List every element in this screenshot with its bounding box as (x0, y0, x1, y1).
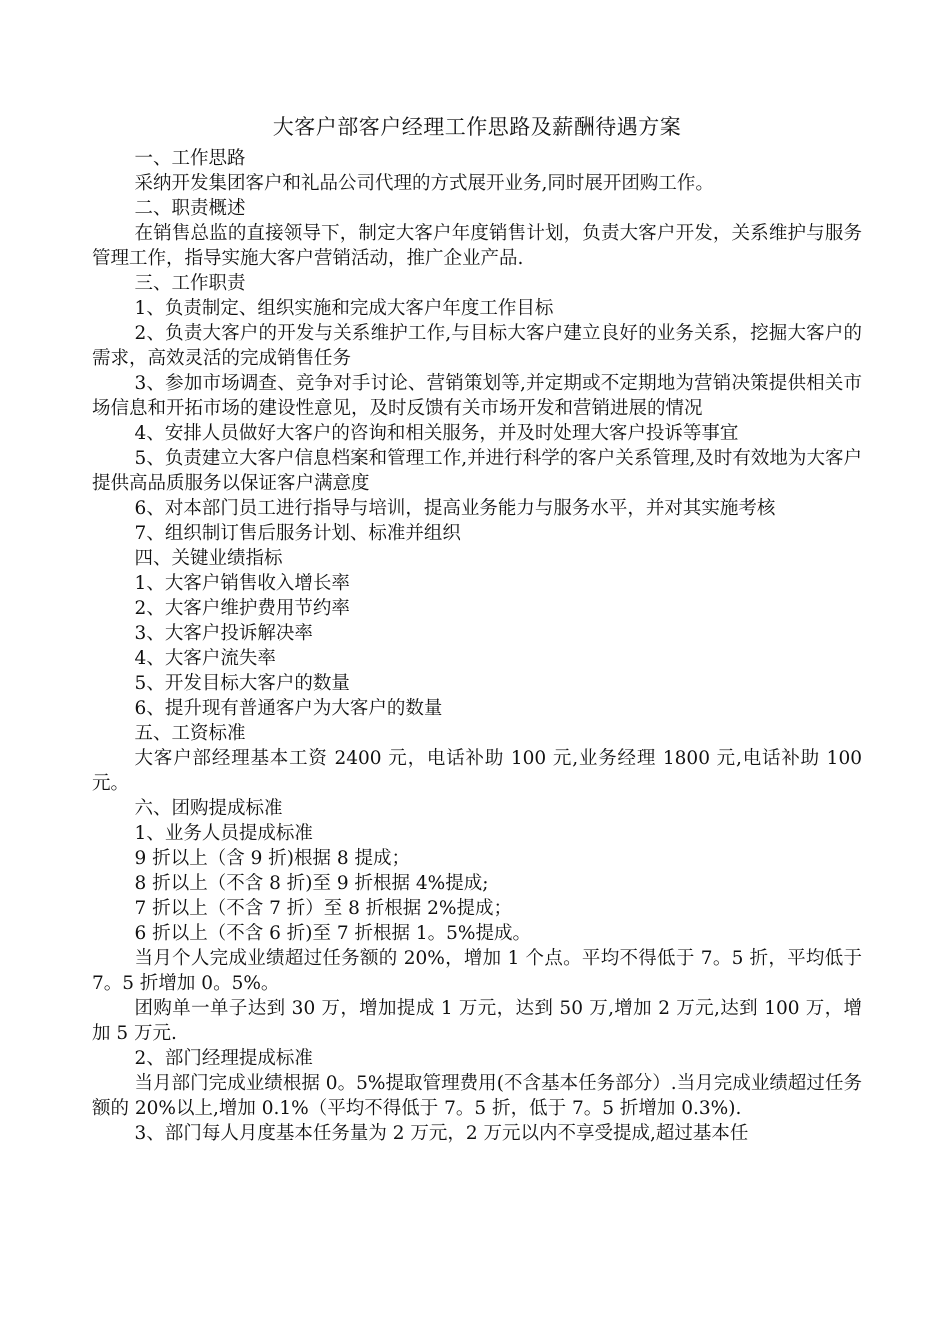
subsection-heading: 1、业务人员提成标准 (134, 823, 313, 844)
list-item: 1、大客户销售收入增长率 (134, 573, 350, 594)
list-item: 9 折以上（含 9 折)根据 8 提成； (134, 848, 410, 869)
list-item: 6 折以上（不含 6 折)至 7 折根据 1。5%提成。 (134, 923, 531, 944)
list-item: 3、大客户投诉解决率 (134, 623, 313, 644)
paragraph: 团购单一单子达到 30 万，增加提成 1 万元，达到 50 万,增加 2 万元,达到 100 万，增加 5 万元. (92, 998, 862, 1044)
paragraph: 当月部门完成业绩根据 0。5%提取管理费用(不含基本任务部分）.当月完成业绩超过任务额的 20%以上,增加 0.1%（平均不得低于 7。5 折，低于 7。5 折增加 0.3%). (92, 1073, 862, 1119)
section-heading: 六、团购提成标准 (134, 798, 283, 819)
list-item: 6、对本部门员工进行指导与培训，提高业务能力与服务水平，并对其实施考核 (134, 498, 776, 519)
section-heading: 一、工作思路 (134, 148, 246, 169)
section-heading: 四、关键业绩指标 (134, 548, 283, 569)
list-item: 2、大客户维护费用节约率 (134, 598, 350, 619)
section-heading: 三、工作职责 (134, 273, 246, 294)
list-item: 4、安排人员做好大客户的咨询和相关服务，并及时处理大客户投诉等事宜 (134, 423, 739, 444)
list-item: 4、大客户流失率 (134, 648, 276, 669)
list-item: 8 折以上（不含 8 折)至 9 折根据 4%提成; (134, 873, 489, 894)
paragraph: 采纳开发集团客户和礼品公司代理的方式展开业务,同时展开团购工作。 (134, 173, 714, 194)
document-page (92, 110, 862, 1146)
list-item: 3、参加市场调查、竞争对手讨论、营销策划等,并定期或不定期地为营销决策提供相关市场信息和开拓市场的建设性意见，及时反馈有关市场开发和营销进展的情况 (92, 373, 862, 419)
paragraph: 3、部门每人月度基本任务量为 2 万元，2 万元以内不享受提成,超过基本任 (134, 1123, 749, 1144)
paragraph: 当月个人完成业绩超过任务额的 20%，增加 1 个点。平均不得低于 7。5 折，平均低于 7。5 折增加 0。5%。 (92, 948, 862, 994)
subsection-heading: 2、部门经理提成标准 (134, 1048, 313, 1069)
list-item: 5、开发目标大客户的数量 (134, 673, 350, 694)
document-title: 大客户部客户经理工作思路及薪酬待遇方案 (272, 115, 682, 139)
list-item: 7、组织制订售后服务计划、标准并组织 (134, 523, 461, 544)
list-item: 5、负责建立大客户信息档案和管理工作,并进行科学的客户关系管理,及时有效地为大客户提供高品质服务以保证客户满意度 (92, 448, 862, 494)
paragraph: 在销售总监的直接领导下，制定大客户年度销售计划，负责大客户开发，关系维护与服务管理工作，指导实施大客户营销活动，推广企业产品. (92, 223, 862, 269)
section-heading: 二、职责概述 (134, 198, 246, 219)
list-item: 1、负责制定、组织实施和完成大客户年度工作目标 (134, 298, 554, 319)
section-heading: 五、工资标准 (134, 723, 246, 744)
list-item: 2、负责大客户的开发与关系维护工作,与目标大客户建立良好的业务关系，挖掘大客户的需求，高效灵活的完成销售任务 (92, 323, 862, 369)
list-item: 7 折以上（不含 7 折）至 8 折根据 2%提成； (134, 898, 512, 919)
list-item: 6、提升现有普通客户为大客户的数量 (134, 698, 443, 719)
document-body (92, 146, 862, 1146)
paragraph: 大客户部经理基本工资 2400 元，电话补助 100 元,业务经理 1800 元,电话补助 100 元。 (92, 748, 862, 794)
